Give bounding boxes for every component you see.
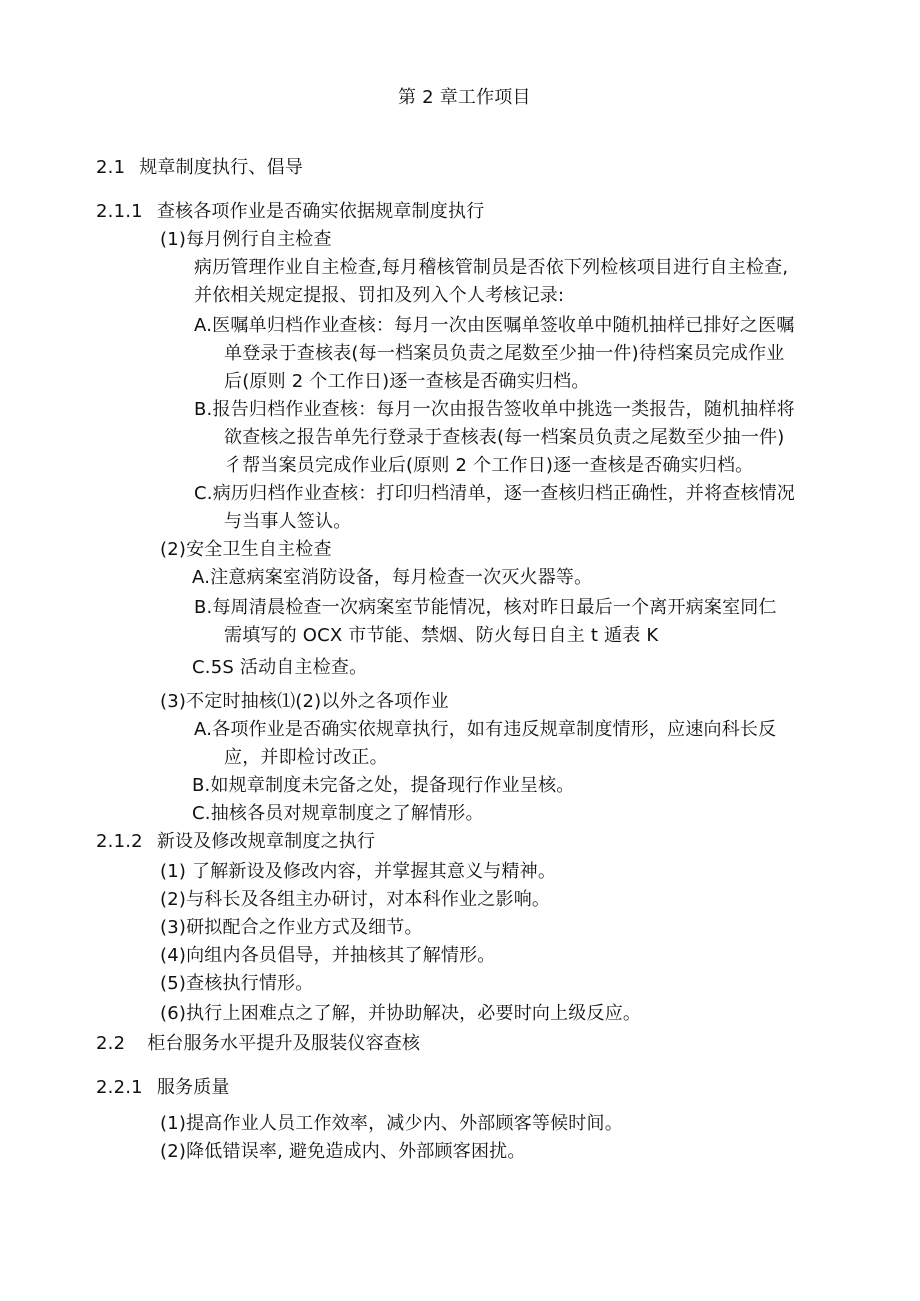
item-1-b-line-1: B.报告归档作业查核：每月一次由报告签收单中挑选一类报告，随机抽样将 — [194, 399, 795, 420]
section-2-1-heading — [96, 156, 303, 180]
item-3-c: C.抽核各员对规章制度之了解情形。 — [192, 803, 484, 824]
item-3-heading: (3)不定时抽核⑴(2)以外之各项作业 — [160, 691, 449, 712]
item-1-a-line-1: A.医嘱单归档作业查核：每月一次由医嘱单签收单中随机抽样已排好之医嘱 — [194, 315, 795, 336]
section-title: 新设及修改规章制度之执行 — [156, 831, 376, 852]
item-1-para-line-1: 病历管理作业自主检查,每月稽核管制员是否依下列检核项目进行自主检查, — [194, 257, 789, 278]
s2-2-1-item-1: (1)提高作业人员工作效率，减少内、外部顾客等候时间。 — [160, 1113, 623, 1134]
section-number: 2.1 — [96, 157, 126, 178]
section-2-1-2-heading — [96, 830, 375, 854]
item-2-b-line-2: 需填写的 OCX 市节能、禁烟、防火每日自主 t 遁表 K — [224, 625, 659, 646]
item-1-b-line-3: 彳帮当案员完成作业后(原则 2 个工作日)逐一查核是否确实归档。 — [224, 455, 754, 476]
s2-2-1-item-2: (2)降低错误率, 避免造成内、外部顾客困扰。 — [160, 1141, 526, 1162]
item-3-b: B.如规章制度未完备之处，提备现行作业呈核。 — [192, 775, 575, 796]
section-title: 查核各项作业是否确实依据规章制度执行 — [156, 201, 485, 222]
s2-1-2-item-4: (4)向组内各员倡导，并抽核其了解情形。 — [160, 945, 496, 966]
item-2-b-line-1: B.每周清晨检查一次病案室节能情况，核对昨日最后一个离开病案室同仁 — [194, 597, 777, 618]
section-number: 2.1.2 — [96, 831, 143, 852]
section-title: 柜台服务水平提升及服装仪容查核 — [147, 1033, 421, 1054]
item-1-heading: (1)每月例行自主检查 — [160, 229, 332, 250]
item-1-c-line-1: C.病历归档作业查核：打印归档清单，逐一查核归档正确性，并将查核情况 — [194, 483, 796, 504]
item-1-a-line-3: 后(原则 2 个工作日)逐一查核是否确实归档。 — [224, 371, 590, 392]
s2-1-2-item-5: (5)查核执行情形。 — [160, 973, 314, 994]
section-number: 2.2 — [96, 1033, 126, 1054]
item-1-a-line-2: 单登录于查核表(每一档案员负责之尾数至少抽一件)待档案员完成作业 — [224, 343, 785, 364]
section-title: 服务质量 — [156, 1077, 230, 1098]
section-2-2-1-heading — [96, 1076, 230, 1100]
item-2-a: A.注意病案室消防设备，每月检查一次灭火器等。 — [192, 567, 593, 588]
section-title: 规章制度执行、倡导 — [139, 157, 304, 178]
item-1-b-line-2: 欲查核之报告单先行登录于查核表(每一档案员负责之尾数至少抽一件) — [224, 427, 785, 448]
section-number: 2.1.1 — [96, 201, 143, 222]
item-3-a-line-1: A.各项作业是否确实依规章执行，如有违反规章制度情形，应速向科长反 — [194, 719, 777, 740]
s2-1-2-item-3: (3)研拟配合之作业方式及细节。 — [160, 917, 423, 938]
s2-1-2-item-1: (1) 了解新设及修改内容，并掌握其意义与精神。 — [160, 861, 557, 882]
item-2-c: C.5S 活动自主检查。 — [192, 657, 368, 678]
section-2-2-heading — [96, 1032, 420, 1056]
item-2-heading: (2)安全卫生自主检查 — [160, 539, 332, 560]
item-1-para-line-2: 并依相关规定提报、罚扣及列入个人考核记录: — [194, 285, 565, 306]
section-2-1-1-heading — [96, 200, 484, 224]
s2-1-2-item-6: (6)执行上困难点之了解，并协助解决，必要时向上级反应。 — [160, 1003, 642, 1024]
chapter-title: 第 2 章工作项目 — [398, 87, 531, 108]
item-3-a-line-2: 应，并即检讨改正。 — [224, 747, 388, 768]
section-number: 2.2.1 — [96, 1077, 143, 1098]
item-1-c-line-2: 与当事人签认。 — [224, 511, 352, 532]
s2-1-2-item-2: (2)与科长及各组主办研讨，对本科作业之影响。 — [160, 889, 551, 910]
